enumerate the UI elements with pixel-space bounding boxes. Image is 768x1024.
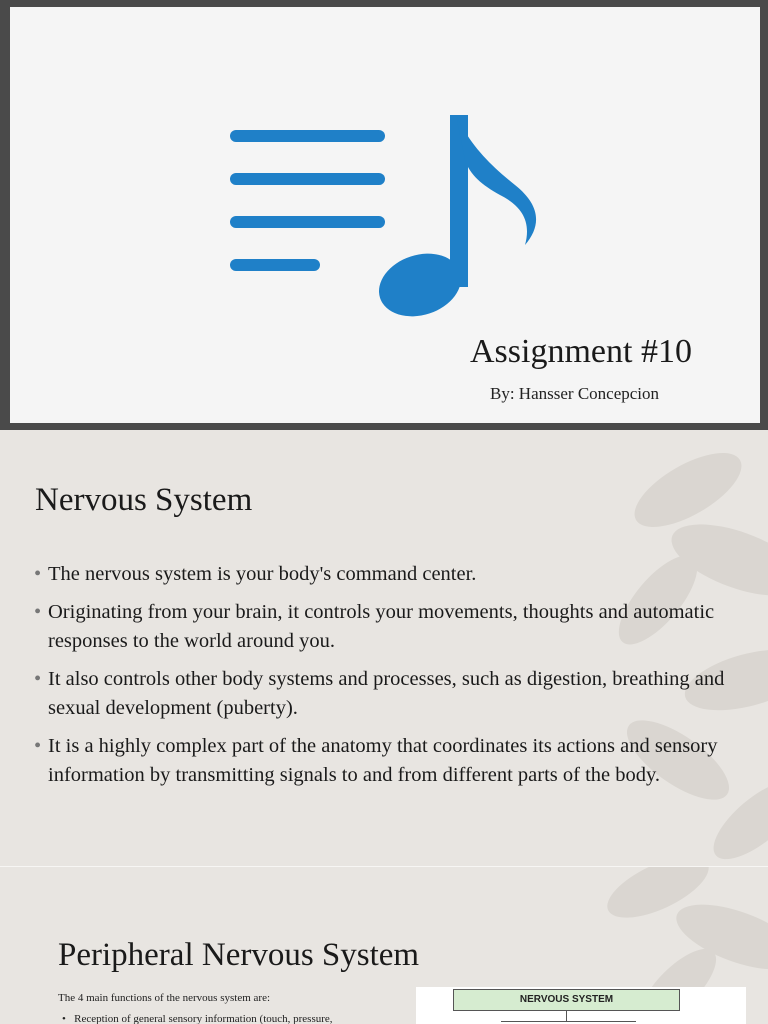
playlist-music-icon [220,105,550,325]
list-item [34,732,744,791]
list-item [34,560,744,590]
intro-text: The 4 main functions of the nervous system are: [58,992,271,1004]
diagram-connector [501,1021,636,1022]
bullet-icon: • [62,1013,66,1024]
bullet-list [34,560,744,799]
bullet-text: It is a highly complex part of the anatomy that coordinates its actions and sensory information by transmitting signals to and from different parts of the body. [48,734,718,786]
nervous-system-slide [0,430,768,866]
list-item [62,1013,333,1024]
peripheral-nervous-system-slide [0,867,768,1024]
list-item [34,598,744,657]
nervous-system-diagram [416,987,746,1024]
presentation-title: Assignment #10 [470,333,692,370]
bullet-text: Originating from your brain, it controls your movements, thoughts and automatic responses to the world around you. [48,600,715,652]
bullet-text: It also controls other body systems and processes, such as digestion, breathing and sexual development (puberty). [48,667,725,719]
bullet-icon: • [34,734,42,757]
bullet-icon: • [34,600,42,623]
diagram-box-nervous-system: NERVOUS SYSTEM [453,989,680,1011]
title-slide [0,0,768,430]
diagram-connector [566,1011,567,1021]
list-item [34,665,744,724]
bullet-icon: • [34,667,42,690]
slide-heading: Peripheral Nervous System [58,937,420,973]
bullet-text: Reception of general sensory information (touch, pressure, [74,1013,333,1024]
author-byline: By: Hansser Concepcion [490,384,660,403]
bullet-icon: • [34,563,42,585]
slide-heading: Nervous System [35,482,253,518]
bullet-text: The nervous system is your body's command center. [48,563,477,585]
